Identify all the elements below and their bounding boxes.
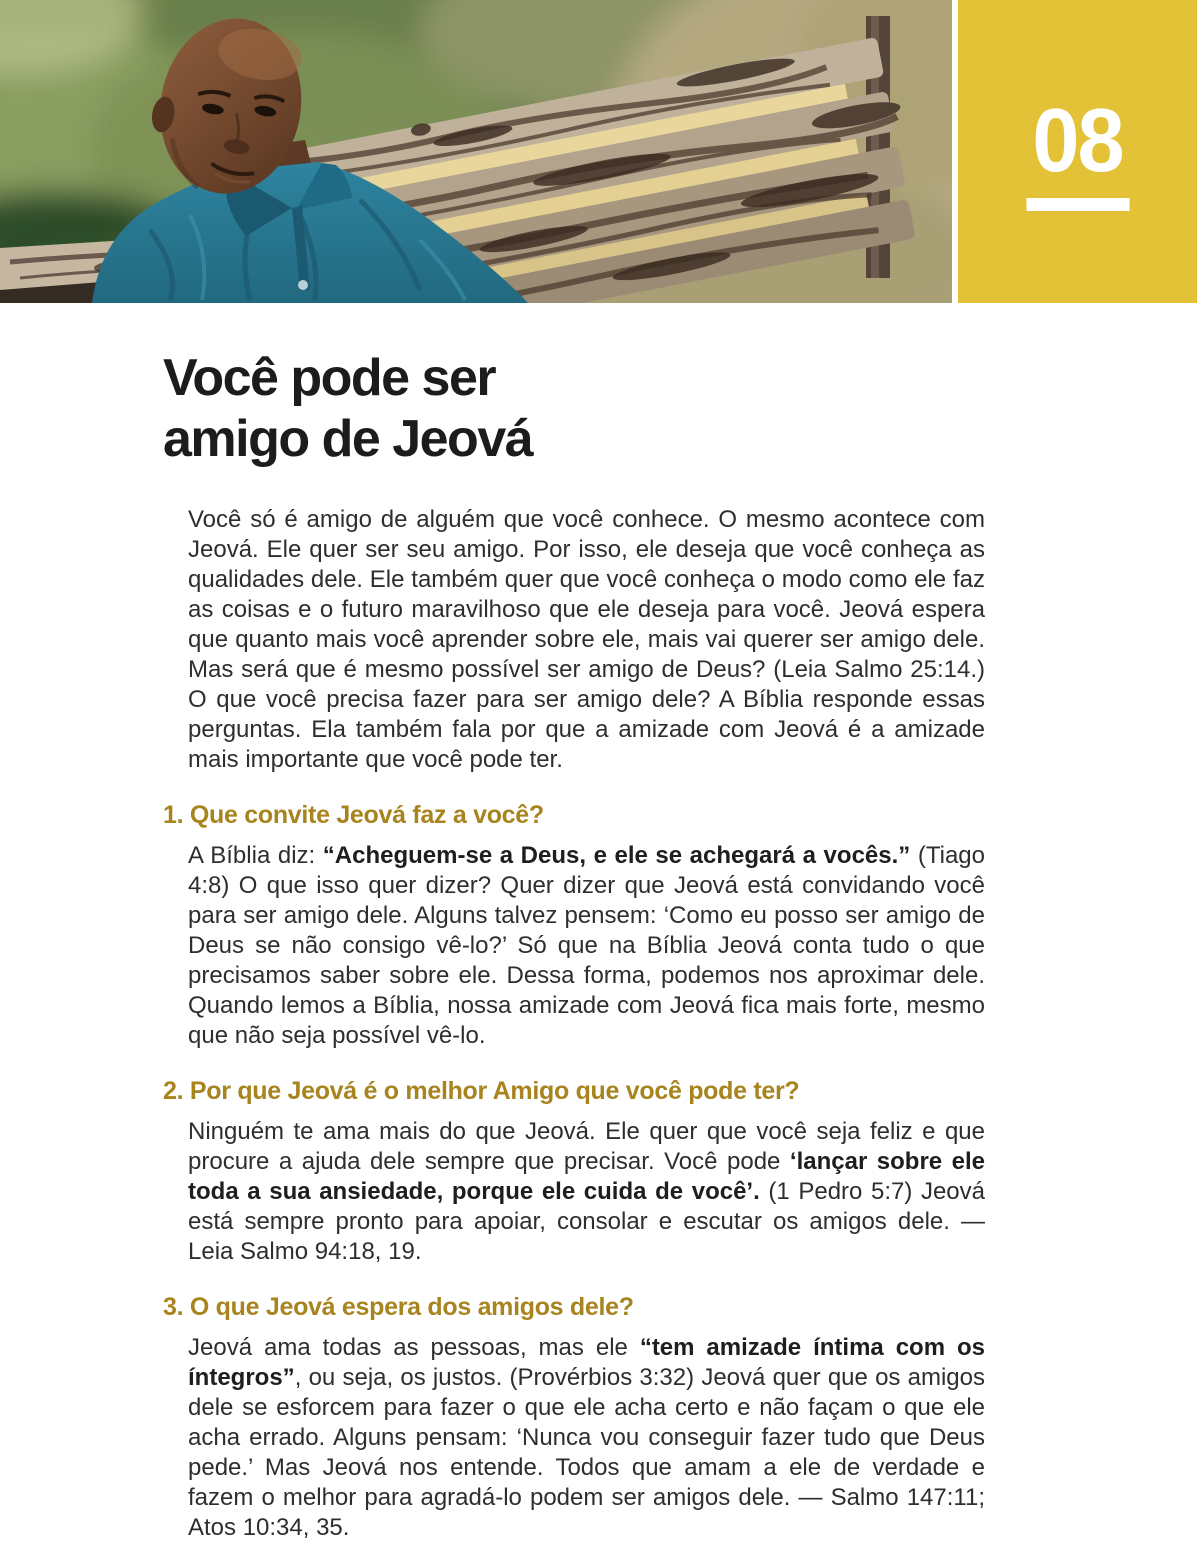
scripture-quote: “tem amizade íntima com os íntegros”	[188, 1333, 986, 1391]
section-paragraph	[188, 1117, 985, 1267]
lesson-number-underline	[1026, 198, 1129, 211]
paragraph-text: A Bíblia diz:	[188, 841, 323, 869]
page-header	[0, 0, 1200, 303]
paragraph-text: , ou seja, os justos. (Provérbios 3:32) Jeová quer que os amigos dele se esforcem para fazer o que ele acha certo e não façam o que ele acha errado. Alguns pensam: ‘Nunca vou conseguir fazer tudo que Deus pede.’ Mas Jeová nos entende. Todos que amam a ele de verdade e fazem o melhor para agradá-lo podem ser amigos dele. — Salmo 147:11; Atos 10:34, 35.	[188, 1363, 985, 1541]
title-line-1: Você pode ser	[163, 349, 496, 407]
section-heading: 3. O que Jeová espera dos amigos dele?	[163, 1292, 634, 1321]
title-line-2: amigo de Jeová	[163, 410, 533, 469]
paragraph-text: (1 Pedro 5:7) Jeová está sempre pronto para apoiar, consolar e escutar os amigos dele. — Leia Salmo 94:18, 19.	[188, 1177, 986, 1265]
intro-paragraph: Você só é amigo de alguém que você conhece. O mesmo acontece com Jeová. Ele quer ser seu amigo. Por isso, ele deseja que você conheça as qualidades dele. Ele também quer que você conheça o modo como ele faz as coisas e o futuro maravilhoso que ele deseja para você. Jeová espera que quanto mais você aprender sobre ele, mais vai querer ser amigo dele. Mas será que é mesmo possível ser amigo de Deus? (Leia Salmo 25:14.) O que você precisa fazer para ser amigo dele? A Bíblia responde essas perguntas. Ela também fala por que a amizade com Jeová é a amizade mais importante que você pode ter.	[188, 505, 985, 773]
lesson-section-2	[163, 1077, 987, 1267]
lesson-number-badge	[958, 0, 1197, 303]
paragraph-text: Jeová ama todas as pessoas, mas ele	[188, 1333, 640, 1361]
section-paragraph	[188, 1333, 985, 1543]
scripture-quote: ‘lançar sobre ele toda a sua ansiedade, porque ele cuida de você’.	[188, 1147, 986, 1205]
header-photo	[0, 0, 952, 303]
lesson-article	[163, 348, 987, 1543]
lesson-section-1	[163, 801, 987, 1051]
section-heading: 2. Por que Jeová é o melhor Amigo que você pode ter?	[163, 1076, 800, 1105]
scripture-quote: “Acheguem-se a Deus, e ele se achegará a vocês.”	[322, 841, 911, 869]
paragraph-text: (Tiago 4:8) O que isso quer dizer? Quer dizer que Jeová está convidando você para ser amigo dele. Alguns talvez pensem: ‘Como eu posso ser amigo de Deus se não consigo vê-lo?’ Só que na Bíblia Jeová conta tudo o que precisamos saber sobre ele. Dessa forma, podemos nos aproximar dele. Quando lemos a Bíblia, nossa amizade com Jeová fica mais forte, mesmo que não seja possível vê-lo.	[188, 841, 985, 1049]
paragraph-text: Ninguém te ama mais do que Jeová. Ele quer que você seja feliz e que procure a ajuda dele sempre que precisar. Você pode	[188, 1117, 985, 1175]
lesson-section-3	[163, 1293, 987, 1543]
lesson-number: 08	[1032, 91, 1123, 191]
page-title	[163, 348, 987, 471]
bench-man-photo-illustration	[0, 0, 952, 303]
section-heading: 1. Que convite Jeová faz a você?	[163, 800, 544, 829]
section-paragraph	[188, 841, 985, 1051]
